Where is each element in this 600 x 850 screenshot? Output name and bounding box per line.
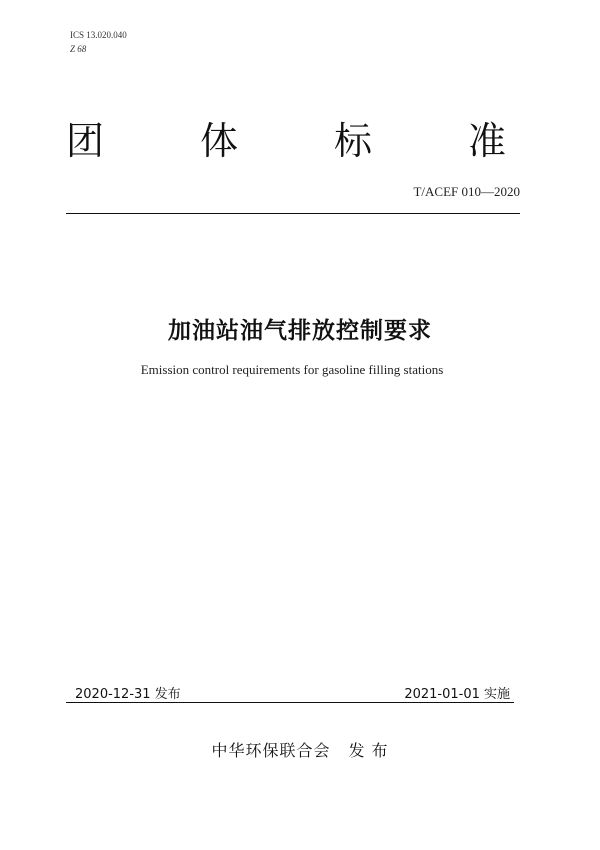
classification-code: Z 68 [70,44,87,54]
publish-date: 2020-12-31 发布 [75,687,181,702]
standard-number: T/ACEF 010—2020 [413,184,520,199]
issuer-line [0,738,600,761]
footer-divider [66,702,514,703]
standard-type-char: 体 [199,119,238,163]
header-divider [66,213,520,214]
issuer-organization: 中华环保联合会 [211,741,331,760]
standard-type-char: 标 [333,119,372,163]
implement-date: 2021-01-01 实施 [404,687,510,702]
standard-type-heading [66,118,506,164]
document-title-english: Emission control requirements for gasoline filling stations [140,362,444,377]
document-title-chinese: 加油站油气排放控制要求 [168,318,432,344]
standard-type-char: 准 [467,119,506,163]
ics-code: ICS 13.020.040 [70,30,127,40]
issuer-action: 发 布 [348,741,389,760]
standard-type-char: 团 [66,119,105,163]
